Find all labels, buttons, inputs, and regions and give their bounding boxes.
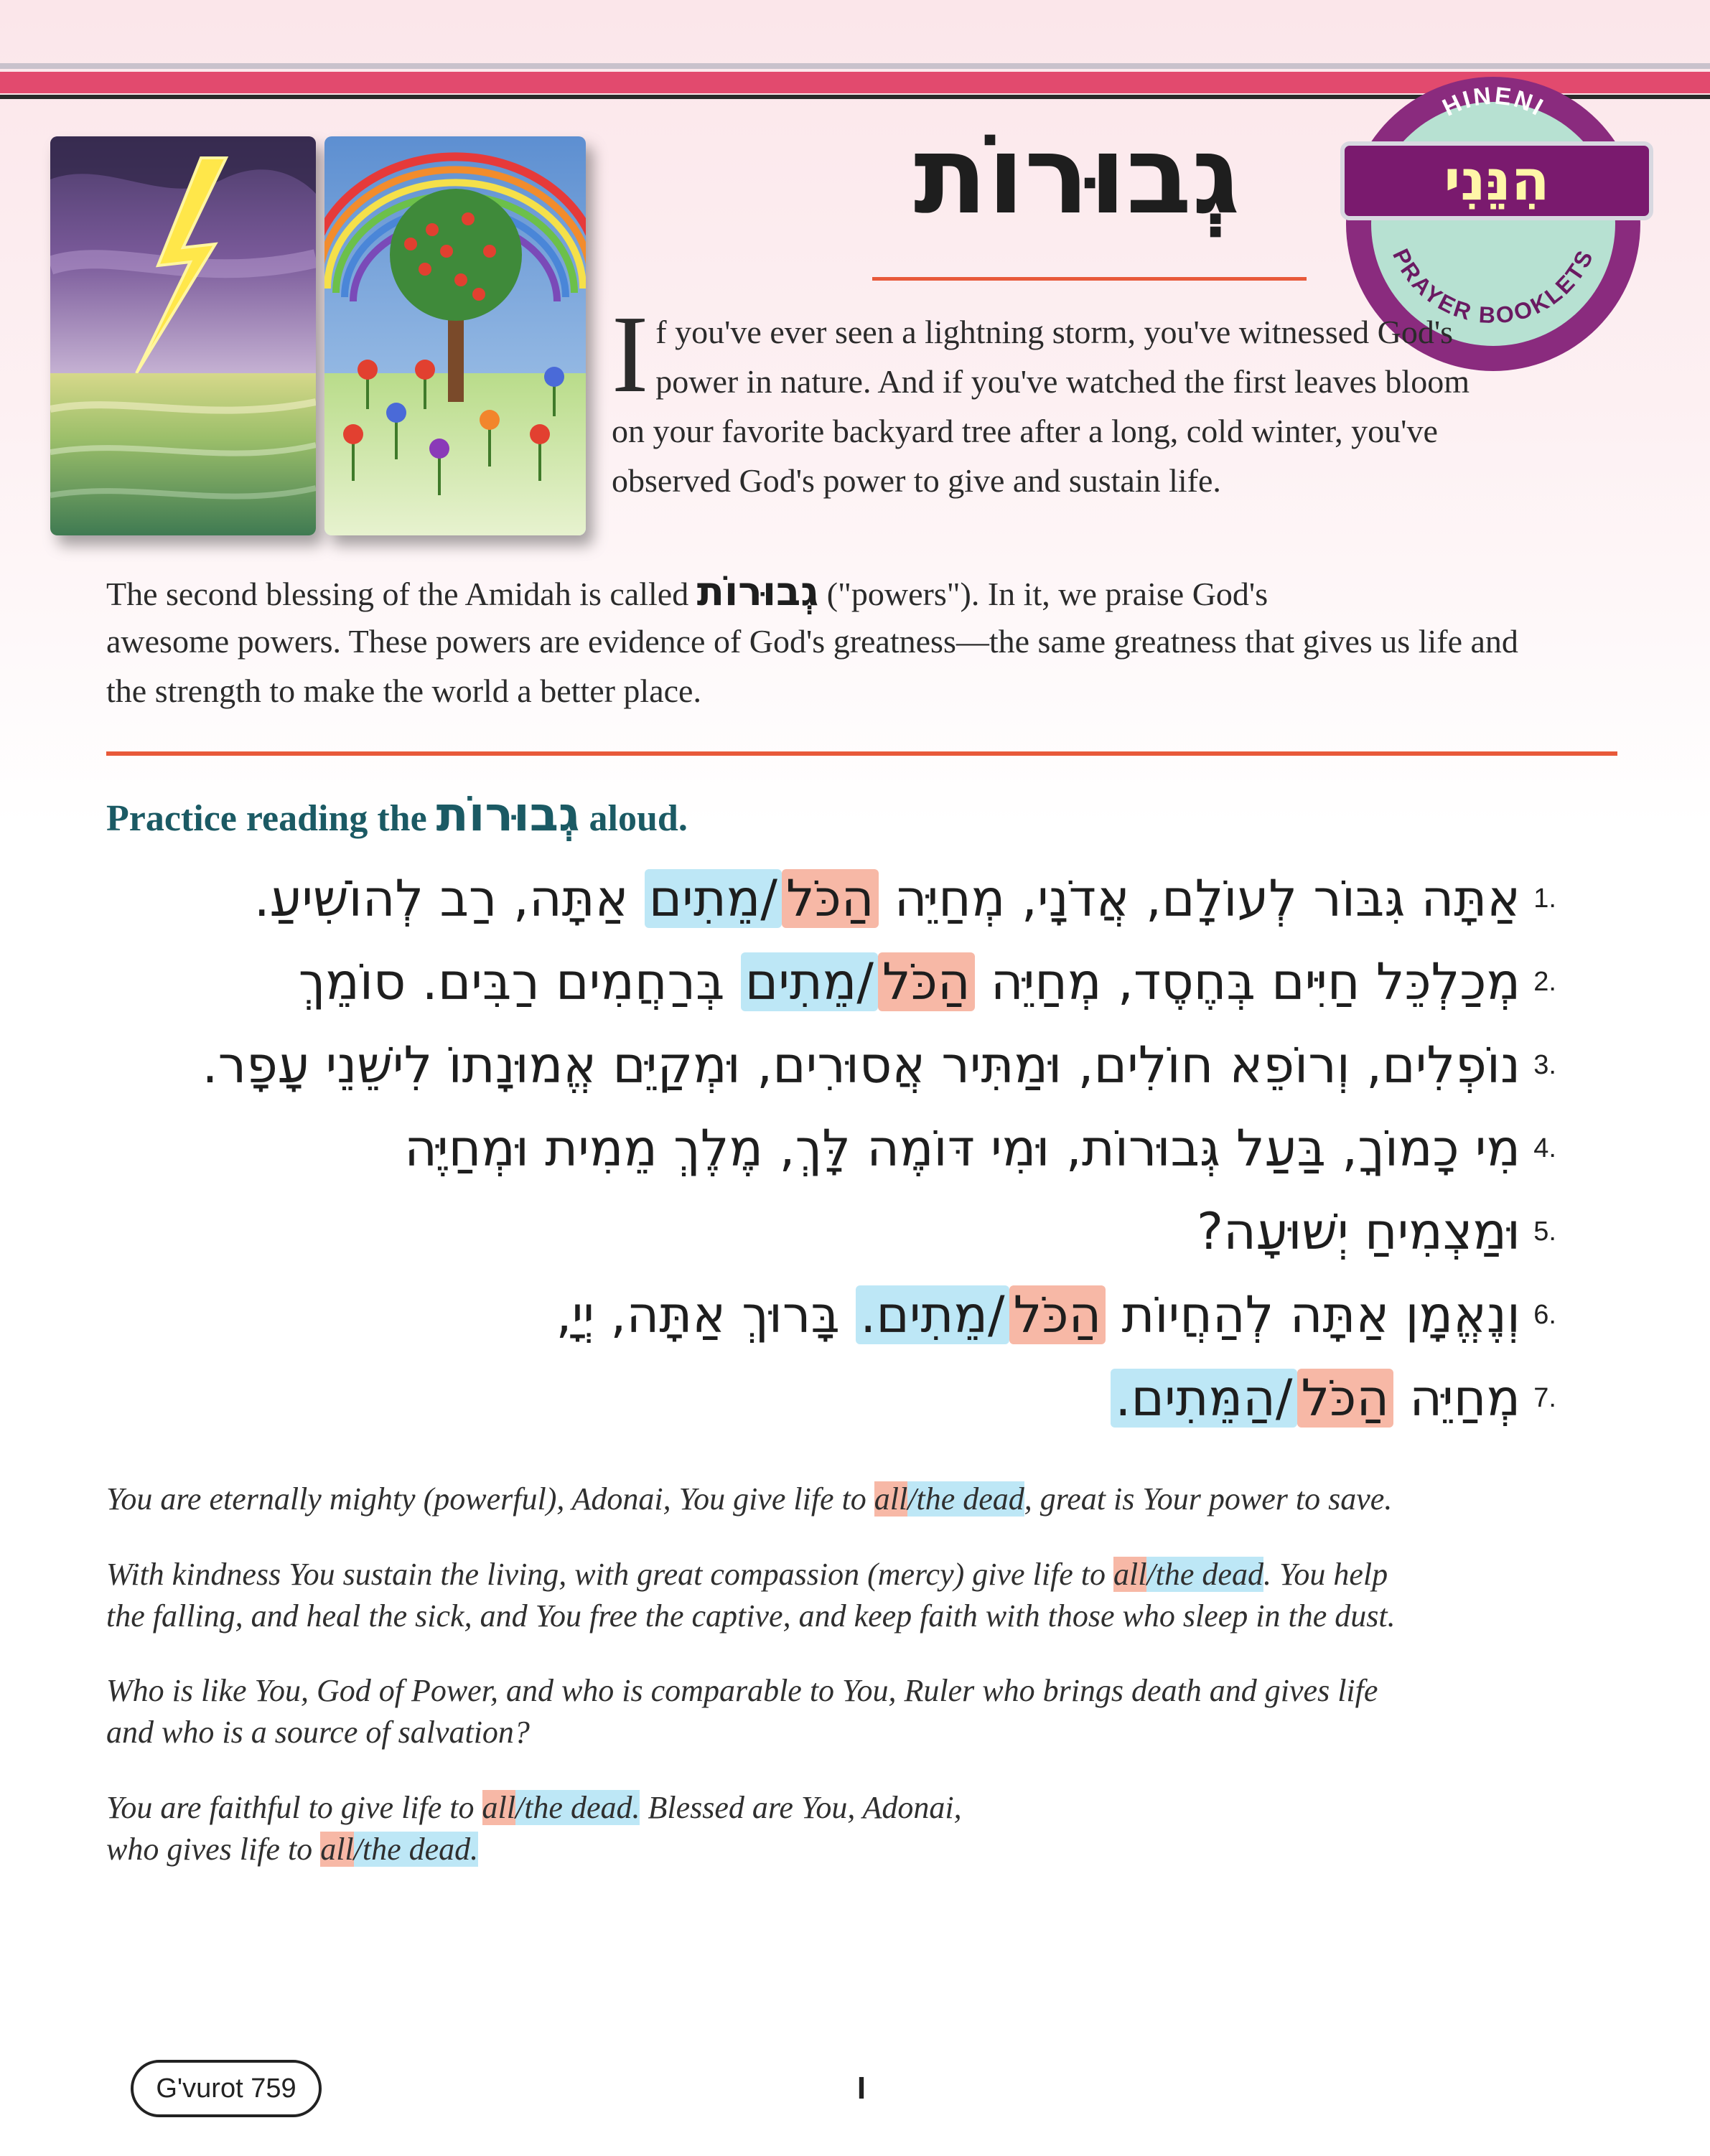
paragraph-2-before: The second blessing of the Amidah is called (106, 576, 689, 612)
page-title-hebrew: גְבוּרוֹת (913, 113, 1241, 238)
highlight-all: all (482, 1790, 515, 1825)
highlight-all: all (320, 1832, 354, 1867)
logo-bottom-text: PRAYER BOOKLETS (1388, 245, 1599, 329)
translation-1 (106, 1478, 1542, 1520)
paragraph-2 (106, 567, 1564, 619)
hebrew-segment: בְּרַחֲמִים רַבִּים. סוֹמֵךְ (298, 952, 741, 1011)
logo-top-text: HINENI (1438, 82, 1549, 122)
page-number: I (856, 2071, 866, 2106)
hebrew-line-2 (106, 941, 1614, 1023)
translation-text: Who is like You, God of Power, and who is comparable to You, Ruler who brings death and gives life (106, 1673, 1378, 1708)
highlight-all: הַכֹּל (782, 869, 879, 928)
highlight-all: הַכֹּל (878, 952, 975, 1011)
hebrew-text (254, 858, 1520, 939)
translation-text: the falling, and heal the sick, and You free the captive, and keep faith with those who sleep in the dust. (106, 1598, 1396, 1634)
hebrew-line-3 (106, 1024, 1614, 1106)
hebrew-line-6 (106, 1274, 1614, 1356)
translation-text: With kindness You sustain the living, with great compassion (mercy) give life to (106, 1557, 1113, 1592)
hebrew-text (556, 1274, 1520, 1356)
practice-after: aloud. (589, 798, 688, 839)
hebrew-text (299, 941, 1520, 1023)
hebrew-line-5 (106, 1191, 1614, 1272)
hebrew-text: וּמַצְמִיחַ יְשׁוּעָה? (1196, 1202, 1520, 1261)
hebrew-segment: מְכַלְכֵּל חַיִּים בְּחֶסֶד, מְחַיֵּה (990, 952, 1520, 1011)
translation-text: You are faithful to give life to (106, 1790, 482, 1825)
highlight-all: הַכֹּל (1009, 1285, 1106, 1344)
highlight-dead: /הַמֵּתִים. (1111, 1369, 1296, 1428)
highlight-dead: /מֵתִים. (856, 1285, 1009, 1344)
line-number: 2. (1533, 967, 1556, 997)
line-number: 7. (1533, 1383, 1556, 1413)
hebrew-segment: בָּרוּךְ אַתָּה, יְיָ, (556, 1285, 856, 1344)
title-underline (872, 277, 1307, 281)
intro-text: f you've ever seen a lightning storm, you've witnessed God's power in nature. And if you've watched the first leaves bloom on your favorite backyard tree after a long, cold winter, you've observed God's power to give and sustain life. (612, 314, 1470, 499)
hebrew-line-4 (106, 1107, 1614, 1189)
hebrew-segment: מְחַיֵּה (1409, 1369, 1520, 1428)
line-number: 6. (1533, 1300, 1556, 1330)
hebrew-segment: אַתָּה גִּבּוֹר לְעוֹלָם, אֲדֹנָי, מְחַיֵּה (894, 869, 1520, 928)
drop-cap: I (612, 294, 649, 416)
translation-3 (106, 1670, 1542, 1753)
highlight-dead: /the dead. (515, 1790, 640, 1825)
paragraph-2-after: ("powers"). In it, we praise God's (826, 576, 1269, 612)
highlight-dead: /מֵתִים (741, 952, 878, 1011)
practice-hebrew: גְבוּרוֹת (436, 787, 580, 842)
highlight-dead: /מֵתִים (645, 869, 782, 928)
paragraph-2-continued: awesome powers. These powers are evidence of God's greatness—the same greatness that gives us life and the strength to make the world a better place. (106, 623, 1518, 709)
hebrew-segment: אַתָּה, רַב לְהוֹשִׁיעַ. (253, 869, 645, 928)
highlight-all: הַכֹּל (1297, 1369, 1394, 1428)
highlight-dead: /the dead (1146, 1557, 1263, 1592)
highlight-all: all (1113, 1557, 1147, 1592)
practice-heading (106, 786, 968, 843)
line-number: 1. (1533, 884, 1556, 914)
highlight-all: all (874, 1481, 908, 1517)
hebrew-text: נוֹפְלִים, וְרוֹפֵא חוֹלִים, וּמַתִּיר אֲסוּרִים, וּמְקַיֵּם אֱמוּנָתוֹ לִישֵׁנֵי עָפָר. (202, 1036, 1520, 1095)
translation-4 (106, 1787, 1542, 1870)
hebrew-line-7 (106, 1357, 1614, 1439)
hebrew-text: מִי כָמוֹךָ, בַּעַל גְּבוּרוֹת, וּמִי דּוֹמֶה לָּךְ, מֶלֶךְ מֵמִית וּמְחַיֶּה (404, 1119, 1520, 1178)
hebrew-line-1 (106, 858, 1614, 939)
highlight-dead: /the dead (907, 1481, 1024, 1517)
translation-text: who gives life to (106, 1832, 321, 1867)
translation-text: Blessed are You, Adonai, (640, 1790, 962, 1825)
line-number: 4. (1533, 1133, 1556, 1163)
translation-2 (106, 1554, 1542, 1637)
practice-before: Practice reading the (106, 798, 427, 839)
intro-paragraph (612, 294, 1480, 505)
page-label-badge: G'vurot 759 (131, 2060, 322, 2117)
hebrew-text (1111, 1357, 1520, 1439)
line-number: 3. (1533, 1050, 1556, 1080)
top-strip (0, 63, 1710, 69)
rainbow-tree-illustration (324, 136, 586, 535)
section-divider (106, 751, 1617, 756)
lightning-storm-illustration (50, 136, 316, 535)
translation-text: , great is Your power to save. (1024, 1481, 1393, 1517)
logo-hebrew-text: הִנֵּנִי (1444, 149, 1550, 213)
translation-text: . You help (1263, 1557, 1388, 1592)
highlight-dead: /the dead. (353, 1832, 479, 1867)
paragraph-2-hebrew: גְבוּרוֹת (696, 568, 819, 615)
line-number: 5. (1533, 1217, 1556, 1247)
translation-text: and who is a source of salvation? (106, 1715, 530, 1750)
hebrew-segment: וְנֶאֱמָן אַתָּה לְהַחֲיוֹת (1121, 1285, 1520, 1344)
translation-text: You are eternally mighty (powerful), Adonai, You give life to (106, 1481, 874, 1517)
